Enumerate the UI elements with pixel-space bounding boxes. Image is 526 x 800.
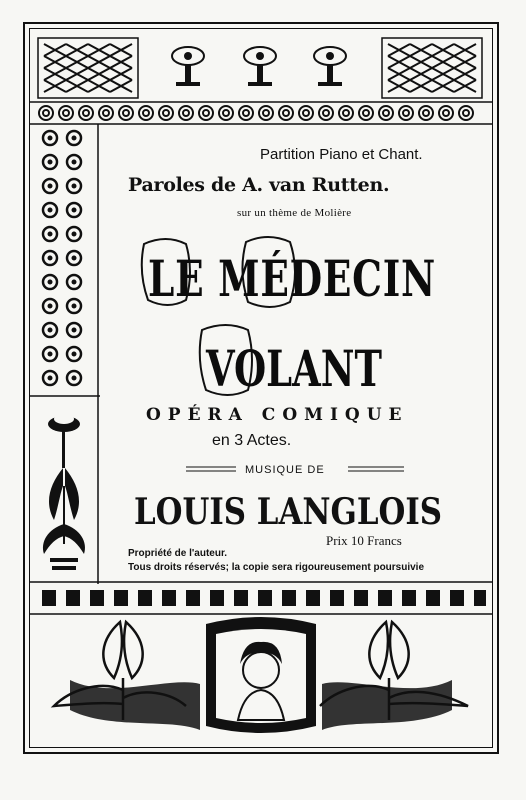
genre-label: OPÉRA COMIQUE [146, 405, 409, 425]
fleur-de-lis-icon [43, 468, 85, 570]
tulip-icon [172, 47, 204, 86]
music-by-label: MUSIQUE DE [245, 464, 325, 476]
rights-note: Tous droits réservés; la copie sera rigoureusement poursuivie [128, 562, 425, 573]
svg-text:LOUIS LANGLOIS: LOUIS LANGLOIS [134, 491, 442, 533]
partition-label: Partition Piano et Chant. [260, 146, 423, 163]
lattice-pattern-right [388, 44, 476, 92]
tulip-icon [244, 47, 276, 86]
theme-credit: sur un thème de Molière [237, 207, 352, 219]
tulip-icon [314, 47, 346, 86]
spiral-border-top [39, 106, 473, 120]
lattice-pattern-left [44, 44, 132, 92]
top-ornament-band [30, 30, 492, 126]
title-ornate-line-1 [138, 230, 448, 314]
librettist-credit: Paroles de A. van Rutten. [128, 174, 390, 196]
bottom-ornament-band [30, 580, 492, 746]
property-note: Propriété de l'auteur. [128, 548, 228, 559]
left-ornament-column [30, 124, 100, 584]
daisy-flower-icon [48, 414, 80, 468]
mask-frieze [42, 590, 486, 606]
acts-label: en 3 Actes. [212, 432, 292, 449]
woman-portrait-icon [206, 617, 316, 733]
title-line-1: LE MÉDECIN [148, 249, 436, 308]
price-label: Prix 10 Francs [326, 533, 402, 548]
title-ornate-line-2 [198, 318, 388, 402]
title-line-2: VOLANT [205, 339, 382, 398]
composer-name [130, 486, 450, 532]
